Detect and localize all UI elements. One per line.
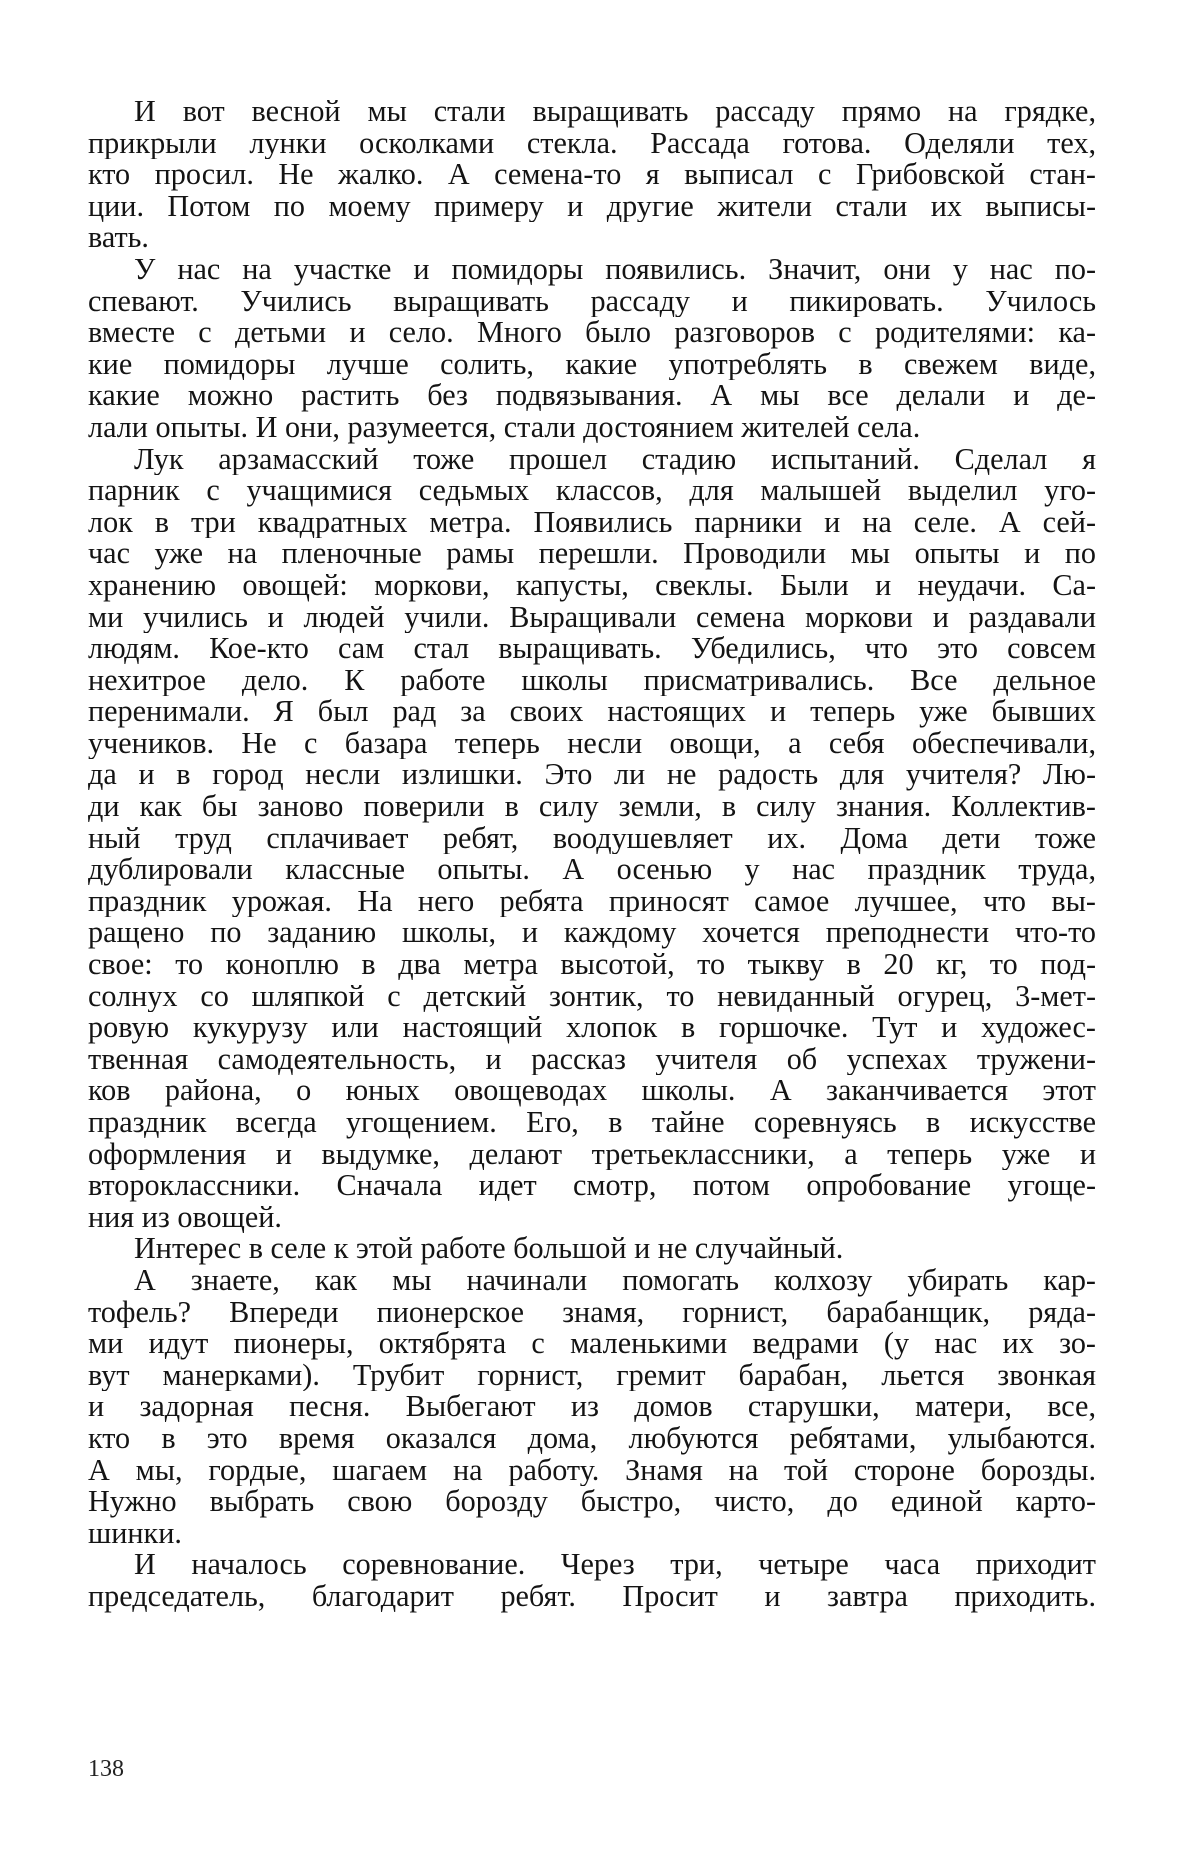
text-line: вать.: [88, 222, 149, 254]
text-line: ков района, о юных овощеводах школы. А заканчивается этот: [88, 1075, 1096, 1107]
text-line: ми идут пионеры, октябрята с маленькими ведрами (у нас их зо-: [88, 1328, 1096, 1360]
text-line: Лук арзамасский тоже прошел стадию испытаний. Сделал я: [134, 443, 1096, 476]
text-line: ния из овощей.: [88, 1201, 282, 1234]
paragraph: [88, 444, 1096, 1234]
text-line: прикрыли лунки осколками стекла. Рассада готова. Оделяли тех,: [88, 127, 1096, 160]
text-line: свое: то коноплю в два метра высотой, то тыкву в 20 кг, то под-: [88, 949, 1096, 981]
page-number: 138: [88, 1756, 124, 1782]
text-line: ции. Потом по моему примеру и другие жители стали их выписы-: [88, 190, 1096, 223]
text-line: солнух со шляпкой с детский зонтик, то невиданный огурец, 3-мет-: [88, 980, 1096, 1013]
text-line: да и в город несли излишки. Это ли не радость для учителя? Лю-: [88, 759, 1096, 792]
paragraph: [88, 1549, 1096, 1612]
text-line: хранению овощей: моркови, капусты, свеклы. Были и неудачи. Са-: [88, 569, 1096, 602]
paragraph: [88, 96, 1096, 254]
text-line: оформления и выдумке, делают третьеклассники, а теперь уже и: [88, 1138, 1096, 1171]
text-line: А знаете, как мы начинали помогать колхозу убирать кар-: [134, 1264, 1096, 1297]
text-line: парник с учащимися седьмых классов, для малышей выделил уго-: [88, 475, 1096, 507]
text-line: А мы, гордые, шагаем на работу. Знамя на той стороне борозды.: [88, 1454, 1096, 1487]
text-line: ми учились и людей учили. Выращивали семена моркови и раздавали: [88, 601, 1096, 634]
text-line: праздник урожая. На него ребята приносят самое лучшее, что вы-: [88, 885, 1096, 918]
text-line: вут манерками). Трубит горнист, гремит барабан, льется звонкая: [88, 1359, 1096, 1392]
text-line: час уже на пленочные рамы перешли. Проводили мы опыты и по: [88, 538, 1096, 570]
text-line: лок в три квадратных метра. Появились парники и на селе. А сей-: [88, 506, 1096, 539]
text-line: ращено по заданию школы, и каждому хочется преподнести что-то: [88, 917, 1096, 950]
text-line: какие можно растить без подвязывания. А мы все делали и де-: [88, 380, 1096, 412]
text-line: дублировали классные опыты. А осенью у нас праздник труда,: [88, 854, 1096, 886]
text-line: лали опыты. И они, разумеется, стали достоянием жителей села.: [88, 411, 921, 444]
paragraph: [88, 1265, 1096, 1549]
text-line: председатель, благодарит ребят. Просит и завтра приходить.: [88, 1580, 1096, 1613]
text-line: Нужно выбрать свою борозду быстро, чисто, до единой карто-: [88, 1486, 1096, 1518]
text-line: кто в это время оказался дома, любуются ребятами, улыбаются.: [88, 1422, 1096, 1455]
text-line: вместе с детьми и село. Много было разговоров с родителями: ка-: [88, 317, 1096, 349]
text-line: второклассники. Сначала идет смотр, потом опробование угоще-: [88, 1170, 1096, 1202]
paragraph: [88, 1233, 1096, 1265]
text-line: нехитрое дело. К работе школы присматривались. Все дельное: [88, 664, 1096, 697]
text-line: Интерес в селе к этой работе большой и не случайный.: [134, 1233, 844, 1265]
text-line: У нас на участке и помидоры появились. Значит, они у нас по-: [134, 253, 1096, 286]
text-line: тофель? Впереди пионерское знамя, горнист, барабанщик, ряда-: [88, 1296, 1096, 1329]
text-line: людям. Кое-кто сам стал выращивать. Убедились, что это совсем: [88, 633, 1096, 665]
paragraph: [88, 254, 1096, 444]
text-line: ровую кукурузу или настоящий хлопок в горшочке. Тут и художес-: [88, 1012, 1096, 1044]
text-line: перенимали. Я был рад за своих настоящих и теперь уже бывших: [88, 696, 1096, 728]
book-page-text: [88, 96, 1096, 1613]
text-line: И началось соревнование. Через три, четыре часа приходит: [134, 1549, 1096, 1581]
text-line: кто просил. Не жалко. А семена-то я выписал с Грибовской стан-: [88, 159, 1096, 191]
text-line: ный труд сплачивает ребят, воодушевляет их. Дома дети тоже: [88, 822, 1096, 855]
text-line: учеников. Не с базара теперь несли овощи, а себя обеспечивали,: [88, 727, 1096, 760]
text-line: твенная самодеятельность, и рассказ учителя об успехах тружени-: [88, 1043, 1096, 1076]
text-line: кие помидоры лучше солить, какие употреблять в свежем виде,: [88, 348, 1096, 381]
text-line: И вот весной мы стали выращивать рассаду прямо на грядке,: [134, 96, 1096, 128]
text-line: праздник всегда угощением. Его, в тайне соревнуясь в искусстве: [88, 1107, 1096, 1139]
text-line: ди как бы заново поверили в силу земли, в силу знания. Коллектив-: [88, 791, 1096, 823]
text-line: спевают. Учились выращивать рассаду и пикировать. Училось: [88, 285, 1096, 318]
text-line: шинки.: [88, 1517, 182, 1550]
text-line: и задорная песня. Выбегают из домов старушки, матери, все,: [88, 1391, 1096, 1423]
